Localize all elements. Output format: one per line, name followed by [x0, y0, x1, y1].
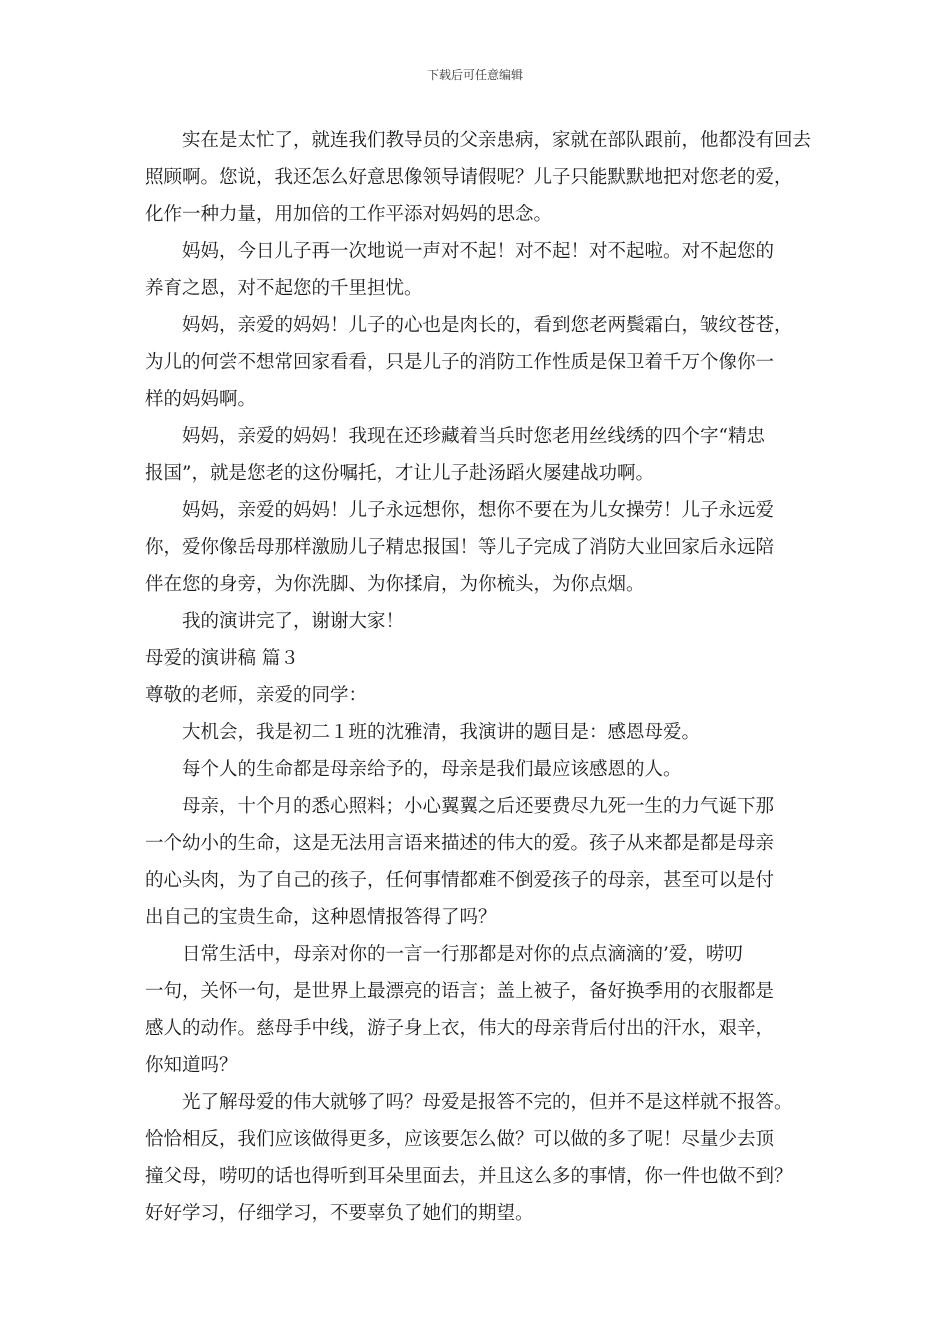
document-body: [145, 122, 835, 1232]
paragraph: [145, 418, 835, 492]
text-line: 母爱的演讲稿 篇３: [145, 648, 299, 669]
text-line: 为儿的何尝不想常回家看看，只是儿子的消防工作性质是保卫着千万个像你一: [145, 352, 775, 373]
text-line: 撞父母，唠叨的话也得听到耳朵里面去，并且这么多的事情，你一件也做不到？: [145, 1166, 793, 1187]
heading-line: [145, 677, 835, 714]
text-line: 的心头肉，为了自己的孩子，任何事情都难不倒爱孩子的母亲，甚至可以是付: [145, 870, 775, 891]
text-line: 大机会，我是初二１班的沈雅清，我演讲的题目是：感恩母爱。: [182, 722, 701, 743]
text-line: 妈妈，亲爱的妈妈！儿子永远想你，想你不要在为儿女操劳！儿子永远爱: [182, 500, 775, 521]
text-line: 一句，关怀一句，是世界上最漂亮的语言；盖上被子，备好换季用的衣服都是: [145, 981, 775, 1002]
page-header: 下载后可任意编辑: [426, 68, 523, 82]
text-line: 恰恰相反，我们应该做得更多，应该要怎么做？可以做的多了呢！尽量少去顶: [145, 1129, 775, 1150]
text-line: 感人的动作。慈母手中线，游子身上衣，伟大的母亲背后付出的汗水，艰辛，: [145, 1018, 775, 1039]
paragraph: [145, 492, 835, 603]
paragraph: [145, 751, 835, 788]
text-line: 妈妈，亲爱的妈妈！儿子的心也是肉长的，看到您老两鬓霜白，皱纹苍苍，: [182, 315, 793, 336]
text-line: 实在是太忙了，就连我们教导员的父亲患病，家就在部队跟前，他都没有回去: [182, 130, 812, 151]
text-line: 出自己的宝贵生命，这种恩情报答得了吗？: [145, 907, 497, 928]
text-line: 你，爱你像岳母那样激励儿子精忠报国！等儿子完成了消防大业回家后永远陪: [145, 537, 775, 558]
text-line: 光了解母爱的伟大就够了吗？母爱是报答不完的，但并不是这样就不报答。: [182, 1092, 793, 1113]
paragraph: [145, 307, 835, 418]
paragraph: [145, 233, 835, 307]
text-line: 样的妈妈啊。: [145, 389, 257, 410]
paragraph: [145, 936, 835, 1084]
heading-line: [145, 640, 835, 677]
text-line: 一个幼小的生命，这是无法用言语来描述的伟大的爱。孩子从来都是都是母亲: [145, 833, 775, 854]
text-line: 日常生活中，母亲对你的一言一行那都是对你的点点滴滴的’爱，唠叨: [182, 944, 743, 965]
text-line: 妈妈，今日儿子再一次地说一声对不起！对不起！对不起啦。对不起您的: [182, 241, 775, 262]
text-line: 报国”，就是您老的这份嘱托，才让儿子赴汤蹈火屡建战功啊。: [145, 463, 654, 484]
paragraph: [145, 714, 835, 751]
text-line: 母亲，十个月的悉心照料；小心翼翼之后还要费尽九死一生的力气诞下那: [182, 796, 775, 817]
text-line: 养育之恩，对不起您的千里担忧。: [145, 278, 423, 299]
text-line: 化作一种力量，用加倍的工作平添对妈妈的思念。: [145, 204, 553, 225]
text-line: 每个人的生命都是母亲给予的，母亲是我们最应该感恩的人。: [182, 759, 682, 780]
paragraph: [145, 1084, 835, 1232]
text-line: 尊敬的老师，亲爱的同学：: [145, 685, 368, 706]
paragraph: [145, 603, 835, 640]
text-line: 你知道吗？: [145, 1055, 238, 1076]
text-line: 好好学习，仔细学习，不要辜负了她们的期望。: [145, 1203, 534, 1224]
text-line: 妈妈，亲爱的妈妈！我现在还珍藏着当兵时您老用丝线绣的四个字“精忠: [182, 426, 765, 447]
paragraph: [145, 122, 835, 233]
text-line: 我的演讲完了，谢谢大家！: [182, 611, 405, 632]
text-line: 伴在您的身旁，为你洗脚、为你揉肩，为你梳头，为你点烟。: [145, 574, 645, 595]
paragraph: [145, 788, 835, 936]
text-line: 照顾啊。您说，我还怎么好意思像领导请假呢？儿子只能默默地把对您老的爱，: [145, 167, 793, 188]
